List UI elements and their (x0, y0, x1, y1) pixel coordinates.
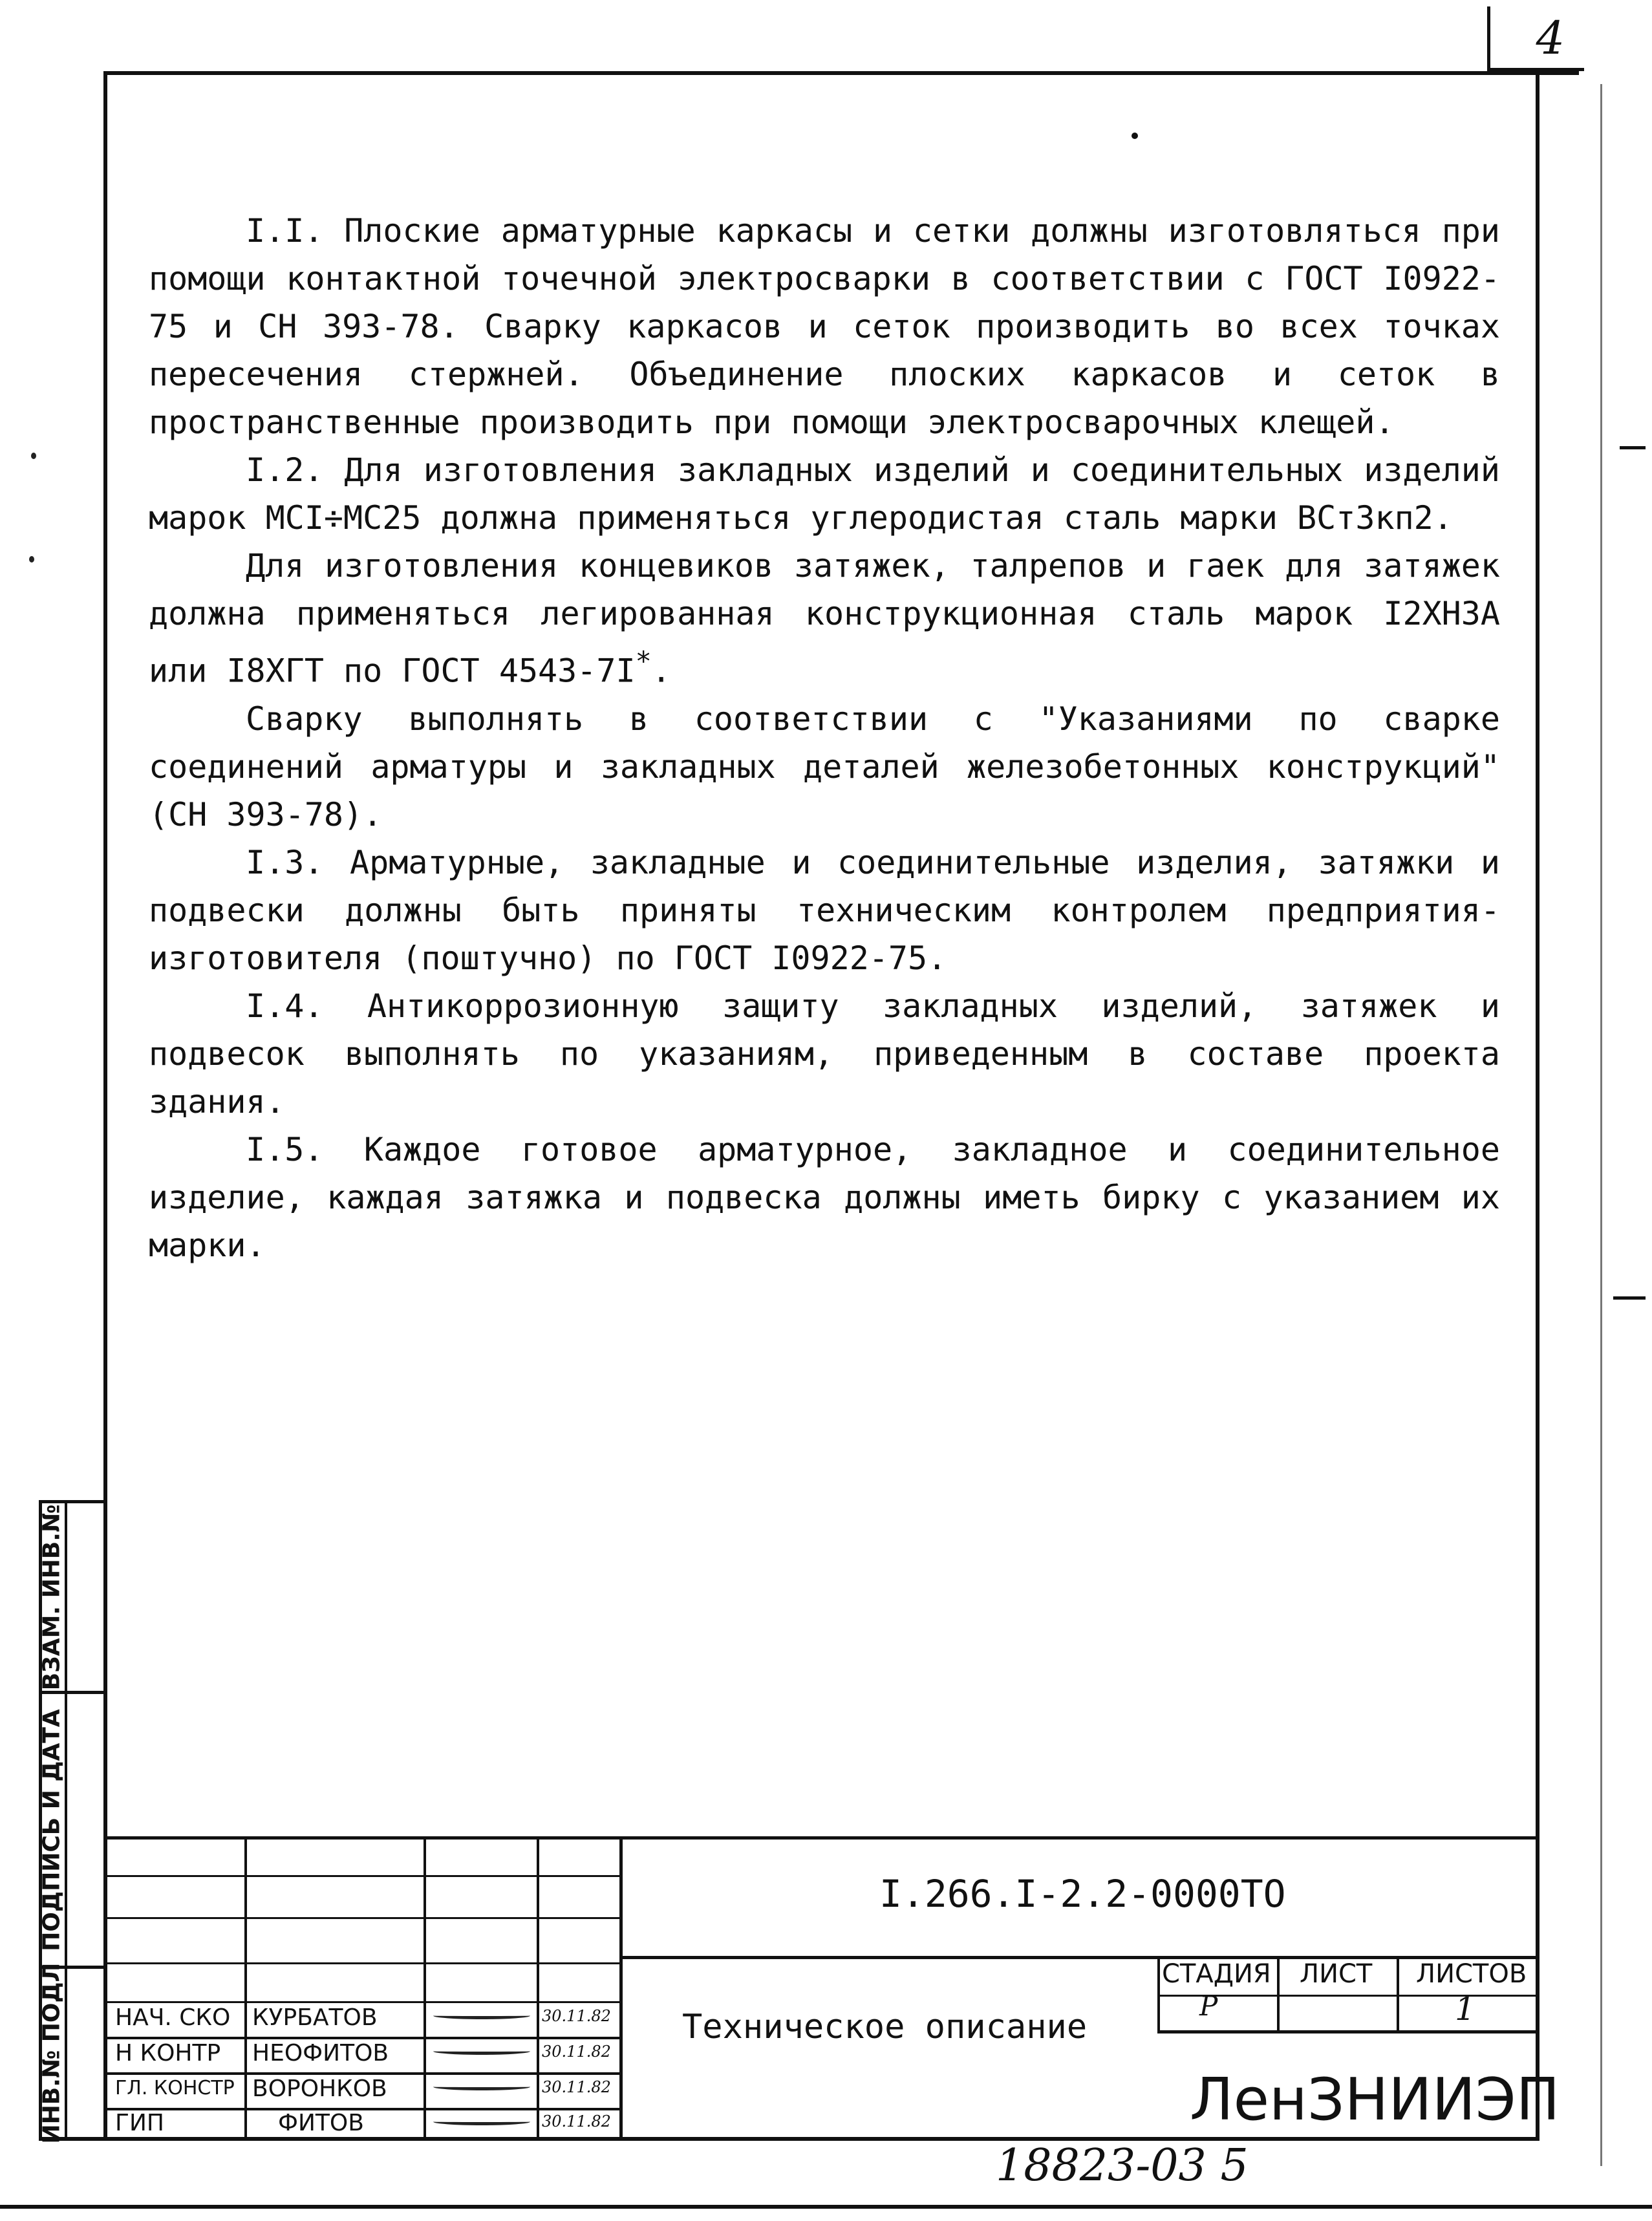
frame-right (1536, 71, 1539, 2140)
staff-role-4: ГИП (115, 2110, 164, 2136)
scan-speck (29, 556, 34, 563)
stage-grid-left (1157, 1956, 1160, 2030)
side-label-inv-vzam (19, 1503, 84, 1691)
archive-number: 18823-03 5 (996, 2140, 1249, 2191)
signature-1 (433, 2012, 530, 2019)
page-number: 4 (1536, 12, 1565, 65)
paragraph-1-1: I.I. Плоские арматурные каркасы и сетки должны изготовляться при помощи контактной точечной электросварки в соответствии с ГОСТ I0922-75 и СН 393-78. Сварку каркасов и сеток производить во всех точках пересечения стержней. Объединение плоских каркасов и сеток в пространственные производить при помощи электросварочных клещей. (149, 212, 1500, 441)
stage-label: СТАДИЯ (1162, 1959, 1271, 1989)
margin-tick (1620, 446, 1646, 449)
paragraph-1-2-b (149, 542, 1500, 695)
paragraph-1-2-b-end: . (651, 652, 671, 690)
tb-mid (621, 1956, 1539, 1959)
stage-value: Р (1199, 1990, 1218, 2022)
tb-row-1 (103, 1875, 621, 1877)
staff-role-2: Н КОНТР (115, 2040, 221, 2066)
side-label-inv-podl-text: ИНВ.№ ПОДЛ (38, 1962, 65, 2143)
frame-bottom (39, 2137, 1539, 2141)
staff-date-3: 30.11.82 (542, 2078, 611, 2096)
paragraph-1-2-b-text: Для изготовления концевиков затяжек, талрепов и гаек для затяжек должна применяться легированная конструкционная сталь марок I2ХН3А или I8ХГТ по ГОСТ 4543-7I (149, 547, 1500, 690)
side-label-inv-vzam-text: ВЗАМ. ИНВ.№ (38, 1504, 65, 1690)
paragraph-1-3: I.3. Арматурные, закладные и соединительные изделия, затяжки и подвески должны быть приняты техническим контролем предприятия-изготовителя (поштучно) по ГОСТ I0922-75. (149, 843, 1500, 977)
tb-v-main (619, 1836, 623, 2140)
staff-name-3: ВОРОНКОВ (252, 2076, 387, 2102)
staff-role-1: НАЧ. СКО (115, 2004, 231, 2031)
sheet-label: ЛИСТ (1300, 1959, 1373, 1989)
frame-left (103, 71, 107, 2140)
side-label-inv-podl (19, 1962, 84, 2143)
tb-row-5 (103, 2037, 621, 2039)
frame-top (103, 71, 1579, 75)
paragraph-1-2: I.2. Для изготовления закладных изделий и соединительных изделий марок МСI÷МС25 должна применяться углеродистая сталь марки ВСт3кп2. (149, 451, 1500, 537)
signature-2 (433, 2048, 530, 2055)
stage-grid-v2 (1397, 1956, 1399, 2030)
staff-name-4: ФИТОВ (278, 2110, 364, 2136)
tb-v-3 (537, 1836, 539, 2140)
signature-4 (433, 2118, 530, 2125)
page-edge-right (1600, 84, 1602, 2166)
scan-speck (31, 453, 36, 459)
signature-3 (433, 2083, 530, 2090)
scan-speck (1132, 133, 1138, 139)
body-text (149, 207, 1500, 1269)
sheets-value: 1 (1455, 1990, 1475, 2028)
stage-grid-v1 (1277, 1956, 1280, 2030)
stage-grid-h2 (1157, 2030, 1539, 2033)
paragraph-1-2-c: Сварку выполнять в соответствии с "Указаниями по сварке соединений арматуры и закладных деталей железобетонных конструкций" (СН 393-78). (149, 700, 1500, 833)
staff-name-2: НЕОФИТОВ (252, 2040, 389, 2066)
side-label-podpis-data-text: ПОДПИСЬ И ДАТА (38, 1708, 65, 1951)
side-label-podpis-data (19, 1694, 84, 1966)
staff-date-1: 30.11.82 (542, 2007, 611, 2025)
page-edge-bottom (0, 2205, 1652, 2209)
doc-code: I.266.I-2.2-0000ТО (879, 1872, 1286, 1916)
tb-top (103, 1836, 1539, 1840)
staff-date-4: 30.11.82 (542, 2112, 611, 2130)
tb-v-1 (244, 1836, 247, 2140)
staff-date-2: 30.11.82 (542, 2043, 611, 2061)
tb-v-2 (424, 1836, 426, 2140)
tb-row-3 (103, 1962, 621, 1964)
sheets-label: ЛИСТОВ (1416, 1959, 1527, 1989)
staff-name-1: КУРБАТОВ (252, 2004, 378, 2031)
paragraph-1-4: I.4. Антикоррозионную защиту закладных изделий, затяжек и подвесок выполнять по указаниям, приведенным в составе проекта здания. (149, 987, 1500, 1121)
tb-row-2 (103, 1917, 621, 1919)
page-number-box (1487, 6, 1584, 71)
tb-row-6 (103, 2072, 621, 2075)
paragraph-1-5: I.5. Каждое готовое арматурное, закладное и соединительное изделие, каждая затяжка и подвеска должны иметь бирку с указанием их марки. (149, 1130, 1500, 1264)
tb-row-4 (103, 2001, 621, 2003)
staff-role-3: ГЛ. КОНСТР (115, 2077, 235, 2099)
footnote-mark: * (635, 645, 652, 677)
org-name: ЛенЗНИИЭП (1190, 2066, 1560, 2134)
margin-tick (1613, 1296, 1646, 1300)
doc-title: Техническое описание (682, 2008, 1088, 2046)
